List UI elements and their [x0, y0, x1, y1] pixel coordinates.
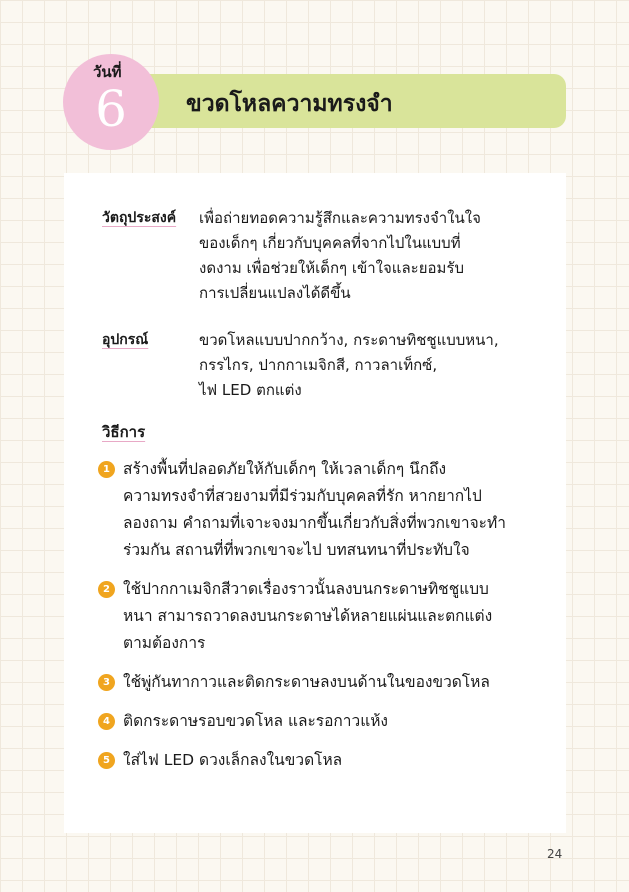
step-number-badge: 1 [98, 461, 115, 478]
objective-label: วัตถุประสงค์ [102, 210, 177, 226]
materials-line: กรรไกร, ปากกาเมจิกสี, กาวลาเท็กซ์, [199, 356, 438, 374]
method-steps [98, 456, 560, 786]
step-line: ความทรงจำที่สวยงามที่มีร่วมกับบุคคลที่รัก หากยากไป [123, 487, 482, 505]
materials-text [199, 328, 547, 403]
step-line: ติดกระดาษรอบขวดโหล และรอกาวแห้ง [123, 712, 388, 730]
step-line: ใช้ปากกาเมจิกสีวาดเรื่องราวนั้นลงบนกระดาษทิชชูแบบ [123, 580, 489, 598]
chapter-title-banner [150, 74, 566, 128]
day-label: วันที่ [93, 63, 122, 81]
method-step-1 [98, 456, 560, 564]
content-card [64, 173, 566, 833]
step-line: ใส่ไฟ LED ดวงเล็กลงในขวดโหล [123, 751, 343, 769]
method-step-3 [98, 669, 560, 696]
objective-line: เพื่อถ่ายทอดความรู้สึกและความทรงจำในใจ [199, 209, 481, 227]
step-line: ลองถาม คำถามที่เจาะจงมากขึ้นเกี่ยวกับสิ่งที่พวกเขาจะทำ [123, 514, 506, 532]
step-line: ร่วมกัน สถานที่ที่พวกเขาจะไป บทสนทนาที่ประทับใจ [123, 541, 470, 559]
step-number-badge: 3 [98, 674, 115, 691]
step-line: ตามต้องการ [123, 634, 206, 652]
step-number-badge: 2 [98, 581, 115, 598]
objective-line: ของเด็กๆ เกี่ยวกับบุคคลที่จากไปในแบบที่ [199, 234, 461, 252]
step-number-badge: 4 [98, 713, 115, 730]
method-step-4 [98, 708, 560, 735]
method-heading: วิธีการ [102, 423, 146, 441]
objective-line: งดงาม เพื่อช่วยให้เด็กๆ เข้าใจและยอมรับ [199, 259, 464, 277]
materials-line: ไฟ LED ตกแต่ง [199, 381, 302, 399]
method-step-2 [98, 576, 560, 657]
day-number: 6 [95, 80, 127, 138]
step-line: หนา สามารถวาดลงบนกระดาษได้หลายแผ่นและตกแต่ง [123, 607, 493, 625]
materials-line: ขวดโหลแบบปากกว้าง, กระดาษทิชชูแบบหนา, [199, 331, 499, 349]
chapter-title: ขวดโหลความทรงจำ [186, 91, 393, 117]
step-line: ใช้พู่กันทากาวและติดกระดาษลงบนด้านในของขวดโหล [123, 673, 490, 691]
materials-label: อุปกรณ์ [102, 332, 149, 348]
page-number: 24 [547, 847, 563, 861]
objective-text [199, 206, 547, 306]
step-number-badge: 5 [98, 752, 115, 769]
objective-line: การเปลี่ยนแปลงได้ดีขึ้น [199, 284, 351, 302]
step-line: สร้างพื้นที่ปลอดภัยให้กับเด็กๆ ให้เวลาเด็กๆ นึกถึง [123, 460, 447, 478]
day-badge [63, 54, 159, 150]
method-step-5 [98, 747, 560, 774]
